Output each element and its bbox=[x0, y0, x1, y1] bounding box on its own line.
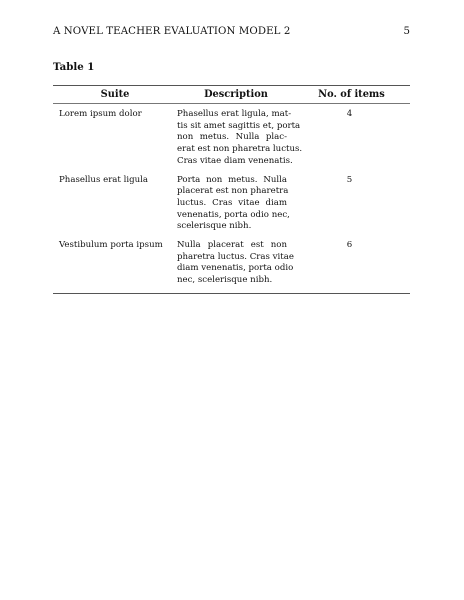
description-line: Porta non metus. Nulla bbox=[177, 174, 287, 185]
table-body bbox=[53, 104, 410, 293]
description-line: Nulla placerat est non bbox=[177, 240, 287, 251]
description-line: pharetra luctus. Cras vitae bbox=[177, 251, 294, 262]
table-row bbox=[53, 175, 410, 234]
cell-description bbox=[177, 240, 294, 287]
cell-description bbox=[177, 174, 290, 234]
data-table bbox=[53, 85, 410, 294]
description-line: nec, scelerisque nibh. bbox=[177, 275, 273, 286]
description-line: Phasellus erat ligula, mat- bbox=[177, 109, 292, 119]
page-number: 5 bbox=[403, 26, 410, 37]
column-header-suite: Suite bbox=[100, 89, 130, 100]
cell-items: 4 bbox=[346, 109, 353, 119]
description-line: placerat est non pharetra bbox=[177, 186, 289, 197]
description-line: venenatis, porta odio nec, bbox=[177, 209, 290, 220]
cell-suite: Lorem ipsum dolor bbox=[59, 109, 142, 119]
table-label: Table 1 bbox=[53, 61, 95, 73]
description-line: diam venenatis, porta odio bbox=[177, 263, 294, 274]
table-row bbox=[53, 109, 410, 168]
column-header-description: Description bbox=[204, 89, 268, 100]
description-line: tis sit amet sagittis et, porta bbox=[177, 120, 301, 131]
description-line: non metus. Nulla plac- bbox=[177, 132, 287, 143]
table-bottom-rule bbox=[53, 293, 410, 294]
running-head: A NOVEL TEACHER EVALUATION MODEL 2 bbox=[53, 26, 291, 37]
table-header-row bbox=[53, 86, 410, 103]
description-line: scelerisque nibh. bbox=[177, 221, 252, 232]
description-line: Cras vitae diam venenatis. bbox=[177, 155, 293, 166]
cell-suite: Vestibulum porta ipsum bbox=[59, 240, 163, 251]
cell-items: 6 bbox=[346, 240, 353, 251]
description-line: luctus. Cras vitae diam bbox=[177, 197, 287, 208]
cell-items: 5 bbox=[346, 174, 353, 185]
column-header-items: No. of items bbox=[318, 89, 385, 100]
cell-suite: Phasellus erat ligula bbox=[59, 174, 149, 185]
description-line: erat est non pharetra luctus. bbox=[177, 144, 303, 155]
table-row bbox=[53, 240, 410, 287]
cell-description bbox=[177, 109, 303, 168]
